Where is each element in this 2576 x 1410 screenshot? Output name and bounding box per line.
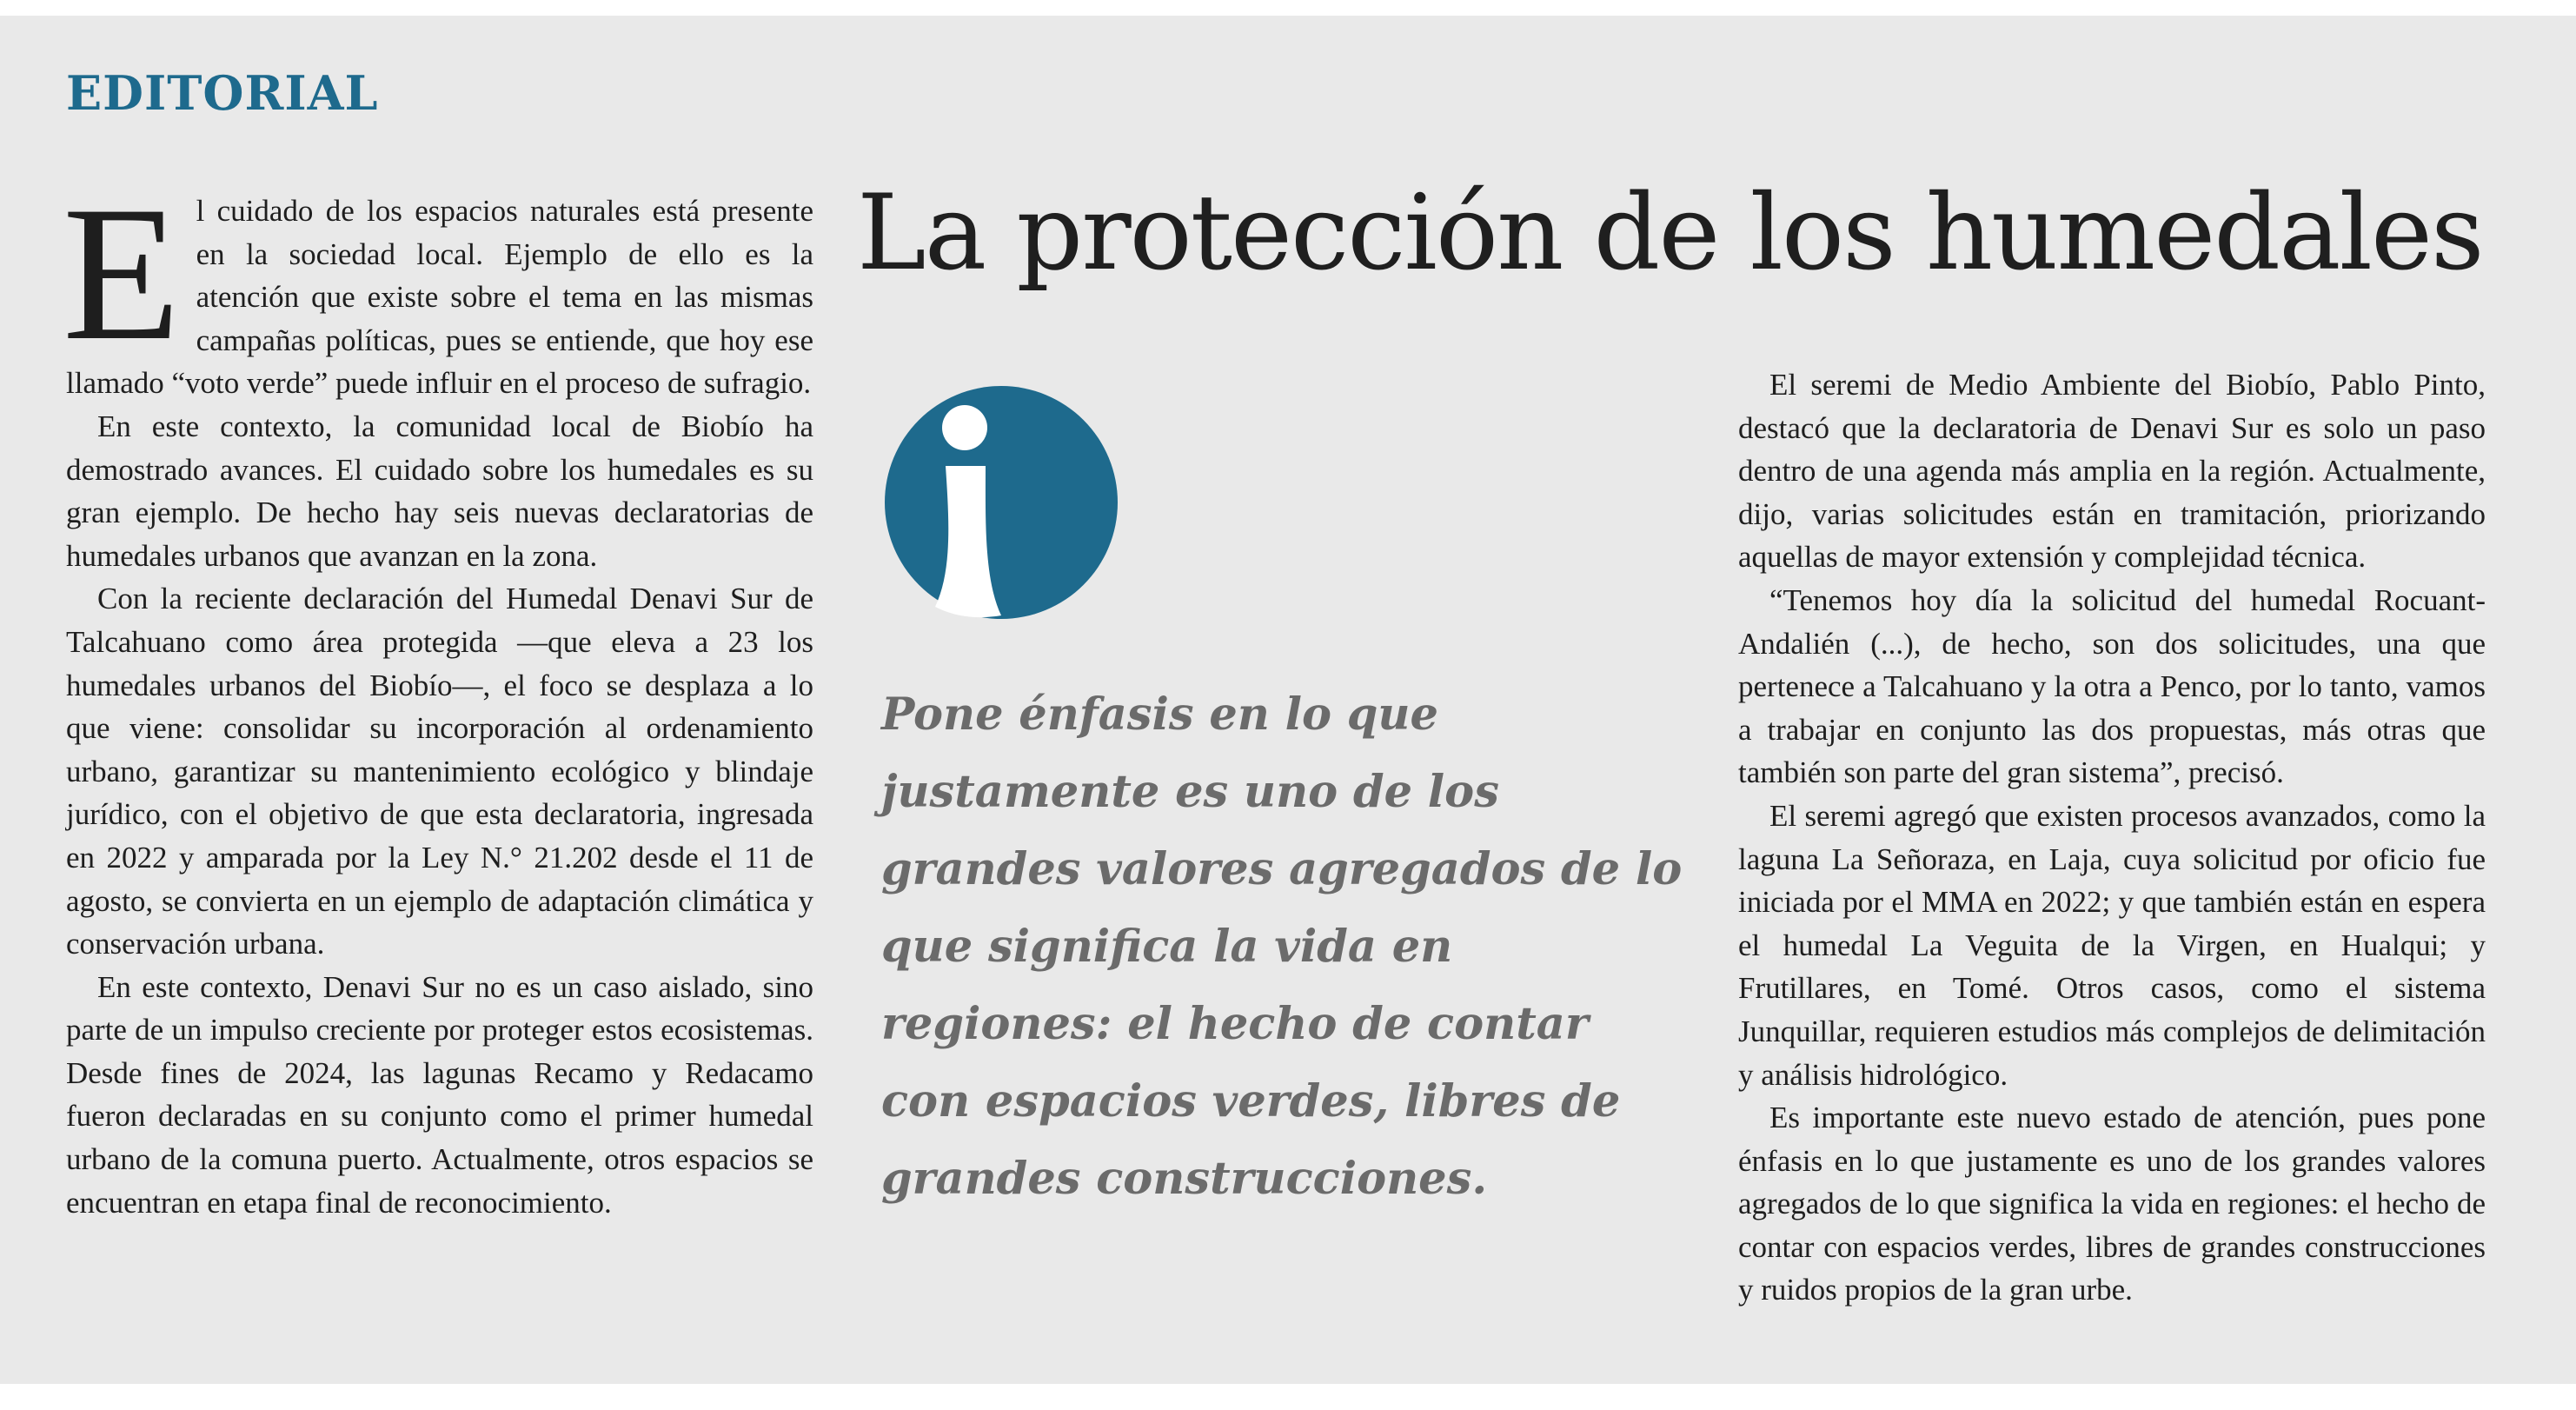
left-column [63, 167, 813, 1224]
right-paragraph-4: Es importante este nuevo estado de atención, pues pone énfasis en lo que justamente es uno de los grandes valores agregados de lo que significa la vida en regiones: el hecho de contar con espacios verdes, libres de grandes construcciones y ruidos propios de la gran urbe. [1738, 1101, 2486, 1307]
right-column [1738, 363, 2486, 1312]
editorial-page [0, 16, 2576, 1384]
left-paragraph-2: En este contexto, la comunidad local de Biobío ha demostrado avances. El cuidado sobre los humedales es su gran ejemplo. De hecho hay seis nuevas declaratorias de humedales urbanos que avanzan en la zona. [66, 409, 813, 573]
article-headline: La protección de los humedales [857, 173, 2483, 294]
pull-quote: Pone énfasis en lo que justamente es uno de los grandes valores agregados de lo que significa la vida en regiones: el hecho de contar con espacios verdes, libres de grandes construcciones. [881, 688, 1683, 1205]
left-paragraph-1-text: l cuidado de los espacios naturales está presente en la sociedad local. Ejemplo de ello es la atención que existe sobre el tema en las mismas campañas políticas, pues se entiende, que hoy ese llamado “voto verde” puede influir en el proceso de sufragio. [66, 194, 813, 401]
left-paragraph-4: En este contexto, Denavi Sur no es un caso aislado, sino parte de un impulso creciente por proteger estos ecosistemas. Desde fines de 2024, las lagunas Recamo y Redacamo fueron declaradas en su conjunto como el primer humedal urbano de la comuna puerto. Actualmente, otros espacios se encuentran en etapa final de reconocimiento. [66, 969, 813, 1220]
right-paragraph-1: El seremi de Medio Ambiente del Biobío, Pablo Pinto, destacó que la declaratoria de Denavi Sur es solo un paso dentro de una agenda más amplia en la región. Actualmente, dijo, varias solicitudes están en tramitación, priorizando aquellas de mayor extensión y complejidad técnica. [1738, 368, 2486, 575]
section-label: EDITORIAL [66, 65, 379, 121]
right-paragraph-2: “Tenemos hoy día la solicitud del humedal Rocuant-Andalién (...), de hecho, son dos solicitudes, una que pertenece a Talcahuano y la otra a Penco, por lo tanto, vamos a trabajar en conjunto las dos propuestas, más otras que también son parte del gran sistema”, precisó. [1738, 582, 2486, 790]
right-paragraph-3: El seremi agregó que existen procesos avanzados, como la laguna La Señoraza, en Laja, cuya solicitud por oficio fue iniciada por el MMA en 2022; y que también están en espera el humedal La Veguita de la Virgen, en Hualqui; y Frutillares, en Tomé. Otros casos, como el sistema Junquillar, requieren estudios más complejos de delimitación y análisis hidrológico. [1738, 798, 2486, 1092]
left-paragraph-3: Con la reciente declaración del Humedal Denavi Sur de Talcahuano como área protegida —que eleva a 23 los humedales urbanos del Biobío—, el foco se desplaza a lo que viene: consolidar su incorporación al ordenamiento urbano, garantizar su mantenimiento ecológico y blindaje jurídico, con el objetivo de que esta declaratoria, ingresada en 2022 y amparada por la Ley N.° 21.202 desde el 11 de agosto, se convierta en un ejemplo de adaptación climática y conservación urbana. [66, 582, 813, 961]
left-paragraph-1 [63, 167, 813, 405]
info-i-circle-logo [883, 379, 1119, 626]
drop-cap: E [63, 167, 181, 381]
